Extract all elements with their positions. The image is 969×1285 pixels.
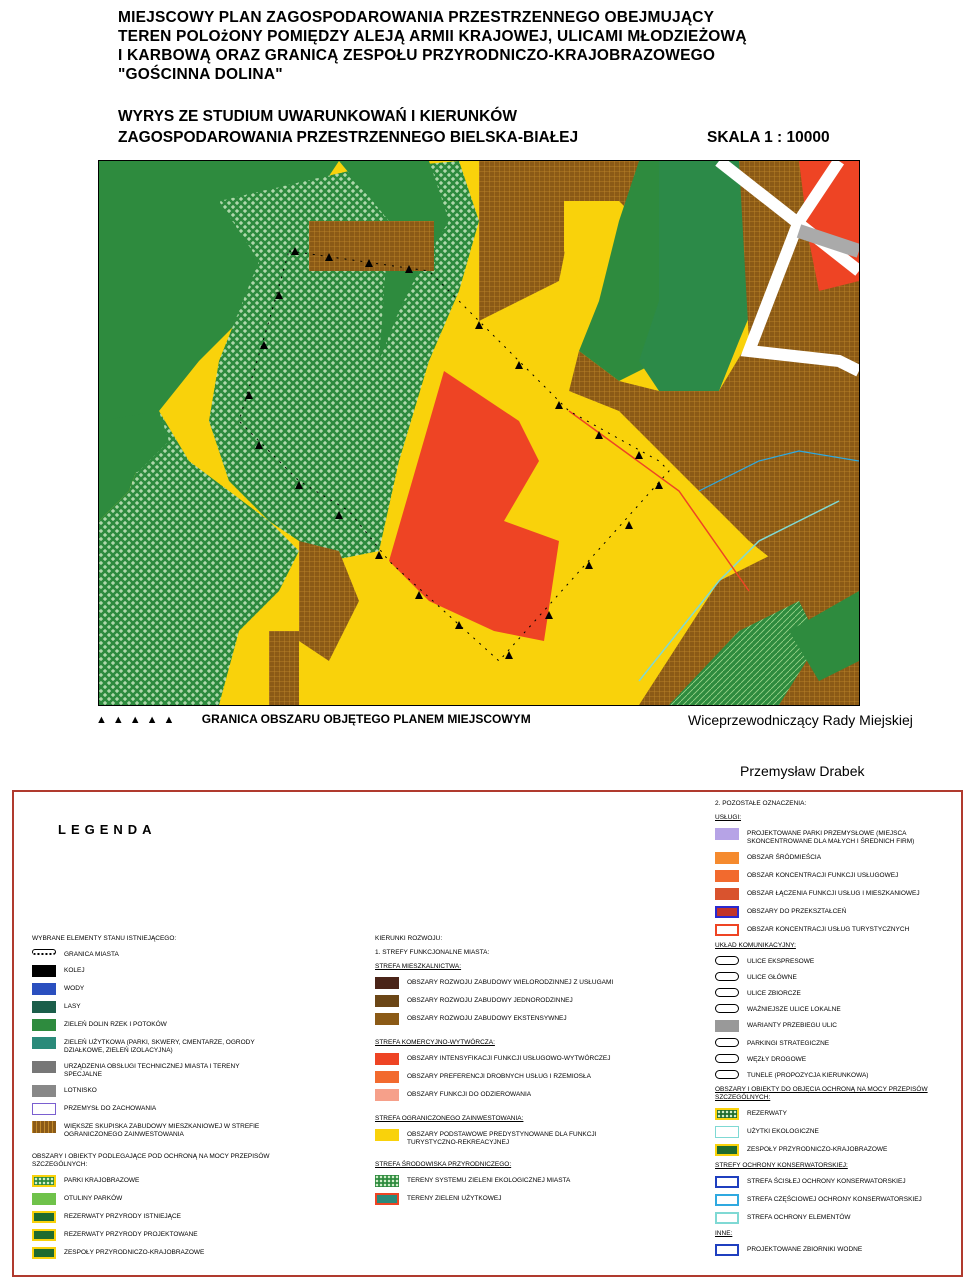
legend-heading: OBSZARY I OBIEKTY PODLEGAJĄCE POD OCHRONĄ NA MOCY PRZEPISÓW SZCZEGÓLNYCH:: [32, 1153, 270, 1168]
legend-item: [715, 1144, 955, 1156]
small-services-swatch: [375, 1071, 399, 1083]
legend-column-existing: [32, 935, 272, 1265]
legend-item: [715, 852, 955, 864]
spacer: [32, 1145, 272, 1153]
airport-swatch: [32, 1085, 56, 1097]
legend-item: [715, 988, 955, 998]
downtown-swatch: [715, 852, 739, 864]
legend-item-label: ZESPOŁY PRZYRODNICZO-KRAJOBRAZOWE: [64, 1249, 205, 1256]
rail-swatch: [32, 965, 56, 977]
collector-road-icon: [715, 988, 739, 997]
legend-item: [375, 1193, 645, 1205]
nature-landscape-swatch: [32, 1247, 56, 1259]
reserve-planned-swatch: [32, 1229, 56, 1241]
legend-item: [715, 972, 955, 982]
legend-heading: KIERUNKI ROZWOJU:: [375, 935, 443, 942]
legend-item: [715, 1070, 955, 1080]
legend-item: [715, 1038, 955, 1048]
legend-heading: STREFY OCHRONY KONSERWATORSKIEJ:: [715, 1162, 848, 1169]
legend-item-label: KOLEJ: [64, 967, 85, 974]
legend-item-label: WODY: [64, 985, 85, 992]
legend-item: [32, 1121, 272, 1139]
legend-item-label: UŻYTKI EKOLOGICZNE: [747, 1128, 819, 1135]
strict-protection-swatch: [715, 1176, 739, 1188]
legend-item-label: WAŻNIEJSZE ULICE LOKALNE: [747, 1006, 841, 1013]
legend-item: [715, 870, 955, 882]
legend-item-label: ULICE EKSPRESOWE: [747, 958, 815, 965]
legend-item-label: STREFA OCHRONY ELEMENTÓW: [747, 1214, 851, 1221]
legend-column-other: [715, 800, 955, 1262]
housing-cluster-swatch: [32, 1121, 56, 1133]
legend-item: [715, 1020, 955, 1032]
legend-item: [715, 1004, 955, 1014]
partial-protection-swatch: [715, 1194, 739, 1206]
tourist-services-swatch: [715, 924, 739, 936]
legend-item: [32, 965, 272, 977]
legend-item: [375, 1013, 645, 1025]
legend-heading: UKŁAD KOMUNIKACYJNY:: [715, 942, 796, 949]
legend-item-label: OBSZARY ROZWOJU ZABUDOWY JEDNORODZINNEJ: [407, 997, 573, 1004]
legend-column-directions: [375, 935, 645, 1219]
transformation-swatch: [715, 906, 739, 918]
legend-item-label: ZIELEŃ DOLIN RZEK I POTOKÓW: [64, 1021, 167, 1028]
legend-item-label: OBSZARY FUNKCJI DO ODZIEROWANIA: [407, 1091, 532, 1098]
industry-swatch: [32, 1103, 56, 1115]
legend-item-label: GRANICA MIASTA: [64, 951, 119, 958]
legend-item: [32, 1037, 272, 1055]
spacer: [375, 1031, 645, 1039]
legend-item-label: WARIANTY PRZEBIEGU ULIC: [747, 1022, 837, 1029]
legend-item: [715, 1176, 955, 1188]
legend-item: [715, 1108, 955, 1120]
water-swatch: [32, 983, 56, 995]
multi-family-swatch: [375, 977, 399, 989]
main-road-icon: [715, 972, 739, 981]
legend-item: [715, 888, 955, 900]
legend-item-label: STREFA ŚCISŁEJ OCHRONY KONSERWATORSKIEJ: [747, 1178, 906, 1185]
legend-item-label: PROJEKTOWANE ZBIORNIKI WODNE: [747, 1246, 863, 1253]
extensive-housing-swatch: [375, 1013, 399, 1025]
brown-strip-bottom: [269, 631, 299, 705]
legend-item-label: STREFA CZĘŚCIOWEJ OCHRONY KONSERWATORSKIEJ: [747, 1196, 922, 1203]
legend-heading: STREFA MIESZKALNICTWA:: [375, 963, 462, 970]
legend-item-label: OBSZAR KONCENTRACJI FUNKCJI USŁUGOWEJ: [747, 872, 899, 879]
title-line-3: I KARBOWĄ ORAZ GRANICĄ ZESPOŁU PRZYRODNICZO-KRAJOBRAZOWEGO: [118, 47, 716, 64]
spacer: [375, 1107, 645, 1115]
express-road-icon: [715, 956, 739, 965]
legend-item-label: ZESPOŁY PRZYRODNICZO-KRAJOBRAZOWE: [747, 1146, 888, 1153]
valley-green-swatch: [32, 1019, 56, 1031]
junction-icon: [715, 1054, 739, 1063]
legend-item: [32, 1247, 272, 1259]
legend-item: [32, 1211, 272, 1223]
housing-top-block: [309, 221, 434, 271]
legend-item: [715, 1194, 955, 1206]
legend-item-label: ZIELEŃ UŻYTKOWA (PARKI, SKWERY, CMENTARZE, OGRODY DZIAŁKOWE, ZIELEŃ IZOLACYJNA): [64, 1039, 255, 1054]
legend-item: [32, 1103, 272, 1115]
legend-item: [32, 949, 272, 959]
legend-item-label: OBSZARY INTENSYFIKACJI FUNKCJI USŁUGOWO-WYTWÓRCZEJ: [407, 1055, 611, 1062]
function-swatch: [375, 1089, 399, 1101]
legend-heading: USŁUGI:: [715, 814, 742, 821]
legend-item: [32, 1019, 272, 1031]
triangle-boundary-icon: ▲▲▲▲▲: [96, 714, 181, 726]
legend-item-label: TUNELE (PROPOZYCJA KIERUNKOWA): [747, 1072, 869, 1079]
legend-item: [715, 1126, 955, 1138]
legend-item: [375, 1071, 645, 1083]
legend-item-label: REZERWATY PRZYRODY PROJEKTOWANE: [64, 1231, 198, 1238]
subtitle-line-1: WYRYS ZE STUDIUM UWARUNKOWAŃ I KIERUNKÓW: [118, 108, 517, 125]
legend-item-label: ULICE ZBIORCZE: [747, 990, 801, 997]
legend-item: [715, 1212, 955, 1224]
road-variant-icon: [715, 1020, 739, 1032]
legend-item: [715, 906, 955, 918]
legend-item-label: OBSZARY PREFERENCJI DROBNYCH USŁUG I RZEMIOSŁA: [407, 1073, 591, 1080]
legend-item-label: WĘZŁY DROGOWE: [747, 1056, 807, 1063]
legend-heading: OBSZARY I OBIEKTY DO OBJĘCIA OCHRONĄ NA MOCY PRZEPISÓW SZCZEGÓLNYCH:: [715, 1086, 928, 1101]
legend-item: [32, 1229, 272, 1241]
forest-swatch: [32, 1001, 56, 1013]
legend-item-label: REZERWATY: [747, 1110, 787, 1117]
legend-item: [32, 1175, 272, 1187]
dotted-line-icon: [32, 949, 56, 955]
tourism-swatch: [375, 1129, 399, 1141]
nature-landscape-complex-swatch: [715, 1144, 739, 1156]
legend-item-label: ULICE GŁÓWNE: [747, 974, 797, 981]
legend-item: [375, 1053, 645, 1065]
legend-item-label: OBSZAR ŁĄCZENIA FUNKCJI USŁUG I MIESZKANIOWEJ: [747, 890, 920, 897]
legend-item: [715, 1054, 955, 1064]
service-concentration-swatch: [715, 870, 739, 882]
legend-heading: STREFA ŚRODOWISKA PRZYRODNICZEGO:: [375, 1161, 512, 1168]
legend-item-label: TERENY ZIELENI UŻYTKOWEJ: [407, 1195, 502, 1202]
legend-item: [375, 1089, 645, 1101]
legend-item: [32, 1193, 272, 1205]
legend-item-label: REZERWATY PRZYRODY ISTNIEJĄCE: [64, 1213, 182, 1220]
legend-item: [715, 924, 955, 936]
legend-item-label: OBSZARY ROZWOJU ZABUDOWY EKSTENSYWNEJ: [407, 1015, 567, 1022]
service-intensification-swatch: [375, 1053, 399, 1065]
legend-title: LEGENDA: [58, 822, 157, 837]
legend-heading: WYBRANE ELEMENTY STANU ISTNIEJĄCEGO:: [32, 935, 177, 942]
title-line-4: "GOŚCINNA DOLINA": [118, 66, 283, 83]
legend-item: [32, 1001, 272, 1013]
reserves-swatch: [715, 1108, 739, 1120]
title-line-2: TEREN POLOżONY POMIĘDZY ALEJĄ ARMII KRAJOWEJ, ULICAMI MŁODZIEŻOWĄ: [118, 28, 747, 45]
legend-item-label: URZĄDZENIA OBSŁUGI TECHNICZNEJ MIASTA I TERENY SPECJALNE: [64, 1063, 240, 1078]
plan-boundary-legend: [96, 712, 531, 726]
parking-icon: [715, 1038, 739, 1047]
legend-item: [32, 1061, 272, 1079]
plan-boundary-label: GRANICA OBSZARU OBJĘTEGO PLANEM MIEJSCOWYM: [201, 712, 531, 726]
legend-item-label: WIĘKSZE SKUPISKA ZABUDOWY MIESZKANIOWEJ W STREFIE OGRANICZONEGO ZAINWESTOWANIA: [64, 1123, 260, 1138]
park-buffer-swatch: [32, 1193, 56, 1205]
usable-green-swatch: [32, 1037, 56, 1049]
legend-item: [375, 995, 645, 1007]
legend-item-label: OBSZARY PODSTAWOWE PREDYSTYNOWANE DLA FUNKCJI TURYSTYCZNO-REKREACYJNEJ: [407, 1131, 597, 1146]
legend-item-label: OBSZAR KONCENTRACJI USŁUG TURYSTYCZNYCH: [747, 926, 910, 933]
legend-heading: STREFA KOMERCYJNO-WYTWÓRCZA:: [375, 1039, 495, 1046]
legend-item: [32, 983, 272, 995]
industrial-park-swatch: [715, 828, 739, 840]
eco-green-swatch: [375, 1175, 399, 1187]
legend-item-label: OBSZARY ROZWOJU ZABUDOWY WIELORODZINNEJ Z USŁUGAMI: [407, 979, 614, 986]
element-protection-swatch: [715, 1212, 739, 1224]
legend-heading: INNE:: [715, 1230, 733, 1237]
legend-item-label: LASY: [64, 1003, 81, 1010]
legend-item: [375, 1129, 645, 1147]
map-canvas: [98, 160, 860, 706]
spacer: [375, 1153, 645, 1161]
tunnel-icon: [715, 1070, 739, 1079]
mixed-function-swatch: [715, 888, 739, 900]
legend-item: [715, 956, 955, 966]
legend-item-label: PARKINGI STRATEGICZNE: [747, 1040, 830, 1047]
title-line-1: MIEJSCOWY PLAN ZAGOSPODAROWANIA PRZESTRZENNEGO OBEJMUJĄCY: [118, 9, 715, 26]
single-family-swatch: [375, 995, 399, 1007]
spacer: [375, 1211, 645, 1219]
legend-item: [375, 977, 645, 989]
usable-green-area-swatch: [375, 1193, 399, 1205]
legend-item-label: OTULINY PARKÓW: [64, 1195, 123, 1202]
legend-item-label: LOTNISKO: [64, 1087, 97, 1094]
legend-item: [715, 828, 955, 846]
landscape-park-swatch: [32, 1175, 56, 1187]
map-title: [118, 8, 858, 84]
eco-use-swatch: [715, 1126, 739, 1138]
water-reservoir-swatch: [715, 1244, 739, 1256]
legend-item-label: TERENY SYSTEMU ZIELENI EKOLOGICZNEJ MIASTA: [407, 1177, 571, 1184]
legend-item-label: OBSZARY DO PRZEKSZTAŁCEŃ: [747, 908, 847, 915]
map-scale: SKALA 1 : 10000: [707, 129, 830, 146]
legend-heading: 1. STREFY FUNKCJONALNE MIASTA:: [375, 949, 490, 956]
signature-name: Przemysław Drabek: [740, 763, 865, 779]
local-road-icon: [715, 1004, 739, 1013]
legend-heading: 2. POZOSTAŁE OZNACZENIA:: [715, 800, 807, 807]
reserve-existing-swatch: [32, 1211, 56, 1223]
legend-item: [375, 1175, 645, 1187]
legend-heading: STREFA OGRANICZONEGO ZAINWESTOWANIA:: [375, 1115, 524, 1122]
map-svg: [99, 161, 859, 705]
legend-item: [32, 1085, 272, 1097]
legend-item-label: PROJEKTOWANE PARKI PRZEMYSŁOWE (MIEJSCA SKONCENTROWANE DLA MAŁYCH I ŚREDNICH FIRM): [747, 830, 915, 845]
technical-swatch: [32, 1061, 56, 1073]
legend-item: [715, 1244, 955, 1256]
legend-item-label: PRZEMYSŁ DO ZACHOWANIA: [64, 1105, 157, 1112]
signature-role: Wiceprzewodniczący Rady Miejskiej: [688, 712, 913, 728]
legend-item-label: PARKI KRAJOBRAZOWE: [64, 1177, 140, 1184]
legend-item-label: OBSZAR ŚRÓDMIEŚCIA: [747, 854, 822, 861]
map-subtitle: [118, 106, 578, 148]
subtitle-line-2: ZAGOSPODAROWANIA PRZESTRZENNEGO BIELSKA-BIAŁEJ: [118, 129, 579, 146]
